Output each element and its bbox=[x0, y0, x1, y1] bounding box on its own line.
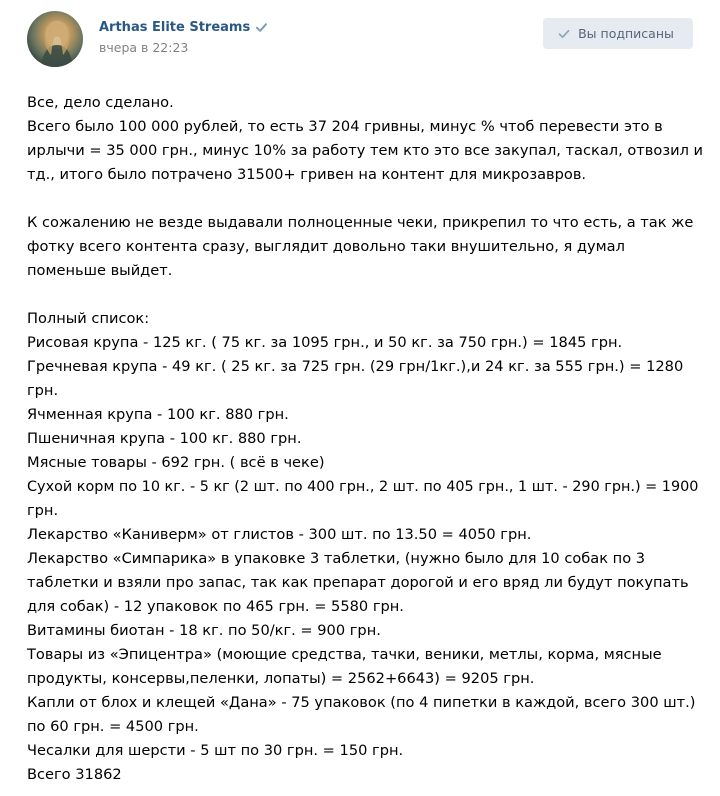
list-item: таблетки и взяли про запас, так как препарат дорогой и его вряд ли будут покупать bbox=[27, 574, 689, 591]
list-item: Лекарство «Каниверм» от глистов - 300 шт. по 13.50 = 4050 грн. bbox=[27, 526, 532, 543]
list-item: Мясные товары - 692 грн. ( всё в чеке) bbox=[27, 454, 325, 471]
list-heading: Полный список: bbox=[27, 310, 150, 327]
author-name[interactable]: Arthas Elite Streams bbox=[99, 20, 251, 35]
text-line: Всего было 100 000 рублей, то есть 37 204 гривны, минус % чтоб перевести это в bbox=[27, 118, 663, 135]
author-row bbox=[99, 20, 268, 35]
post-time[interactable]: вчера в 22:23 bbox=[99, 40, 189, 55]
total-line: Всего 31862 bbox=[27, 766, 122, 783]
list-item: Гречневая крупа - 49 кг. ( 25 кг. за 725 грн. (29 грн/1кг.),и 24 кг. за 555 грн.) = 1280 bbox=[27, 358, 684, 375]
text-line: поменьше выйдет. bbox=[27, 262, 173, 279]
paragraph-gap bbox=[27, 187, 707, 211]
list-item: продукты, консервы,пеленки, лопаты) = 2562+6643) = 9205 грн. bbox=[27, 670, 535, 687]
text-line: тд., итого было потрачено 31500+ гривен на контент для микрозавров. bbox=[27, 166, 587, 183]
list-item: грн. bbox=[27, 502, 59, 519]
list-item: Витамины биотан - 18 кг. по 50/кг. = 900 грн. bbox=[27, 622, 381, 639]
post-text bbox=[27, 91, 707, 787]
text-line: К сожалению не везде выдавали полноценные чеки, прикрепил то что есть, а так же bbox=[27, 214, 694, 231]
paragraph-gap bbox=[27, 283, 707, 307]
list-item: Ячменная крупа - 100 кг. 880 грн. bbox=[27, 406, 289, 423]
list-item: Сухой корм по 10 кг. - 5 кг (2 шт. по 400 грн., 2 шт. по 405 грн., 1 шт. - 290 грн.) = 1900 bbox=[27, 479, 699, 495]
text-line: ирлычи = 35 000 грн., минус 10% за работу тем кто это все закупал, таскал, отвозил и bbox=[27, 142, 704, 159]
list-item: Пшеничная крупа - 100 кг. 880 грн. bbox=[27, 430, 302, 447]
text-line: Все, дело сделано. bbox=[27, 94, 174, 111]
subscribed-button[interactable] bbox=[543, 18, 693, 49]
list-item: Лекарство «Симпарика» в упаковке 3 таблетки, (нужно было для 10 собак по 3 bbox=[27, 550, 646, 567]
check-icon bbox=[558, 28, 570, 40]
subscribed-label: Вы подписаны bbox=[578, 26, 674, 41]
text-line: фотку всего контента сразу, выглядит довольно таки внушительно, я думал bbox=[27, 238, 625, 255]
list-item: Капли от блох и клещей «Дана» - 75 упаковок (по 4 пипетки в каждой, всего 300 шт.) bbox=[27, 694, 696, 711]
verified-check-icon bbox=[255, 21, 268, 34]
list-item: грн. bbox=[27, 382, 59, 399]
list-item: Рисовая крупа - 125 кг. ( 75 кг. за 1095 грн., и 50 кг. за 750 грн.) = 1845 грн. bbox=[27, 334, 623, 351]
avatar-image-icon bbox=[27, 11, 83, 67]
list-item: Товары из «Эпицентра» (моющие средства, тачки, веники, метлы, корма, мясные bbox=[27, 646, 662, 663]
post-header bbox=[0, 0, 720, 80]
list-item: для собак) - 12 упаковок по 465 грн. = 5580 грн. bbox=[27, 598, 404, 615]
list-item: по 60 грн. = 4500 грн. bbox=[27, 718, 199, 735]
avatar[interactable] bbox=[27, 11, 83, 67]
list-item: Чесалки для шерсти - 5 шт по 30 грн. = 150 грн. bbox=[27, 742, 404, 759]
